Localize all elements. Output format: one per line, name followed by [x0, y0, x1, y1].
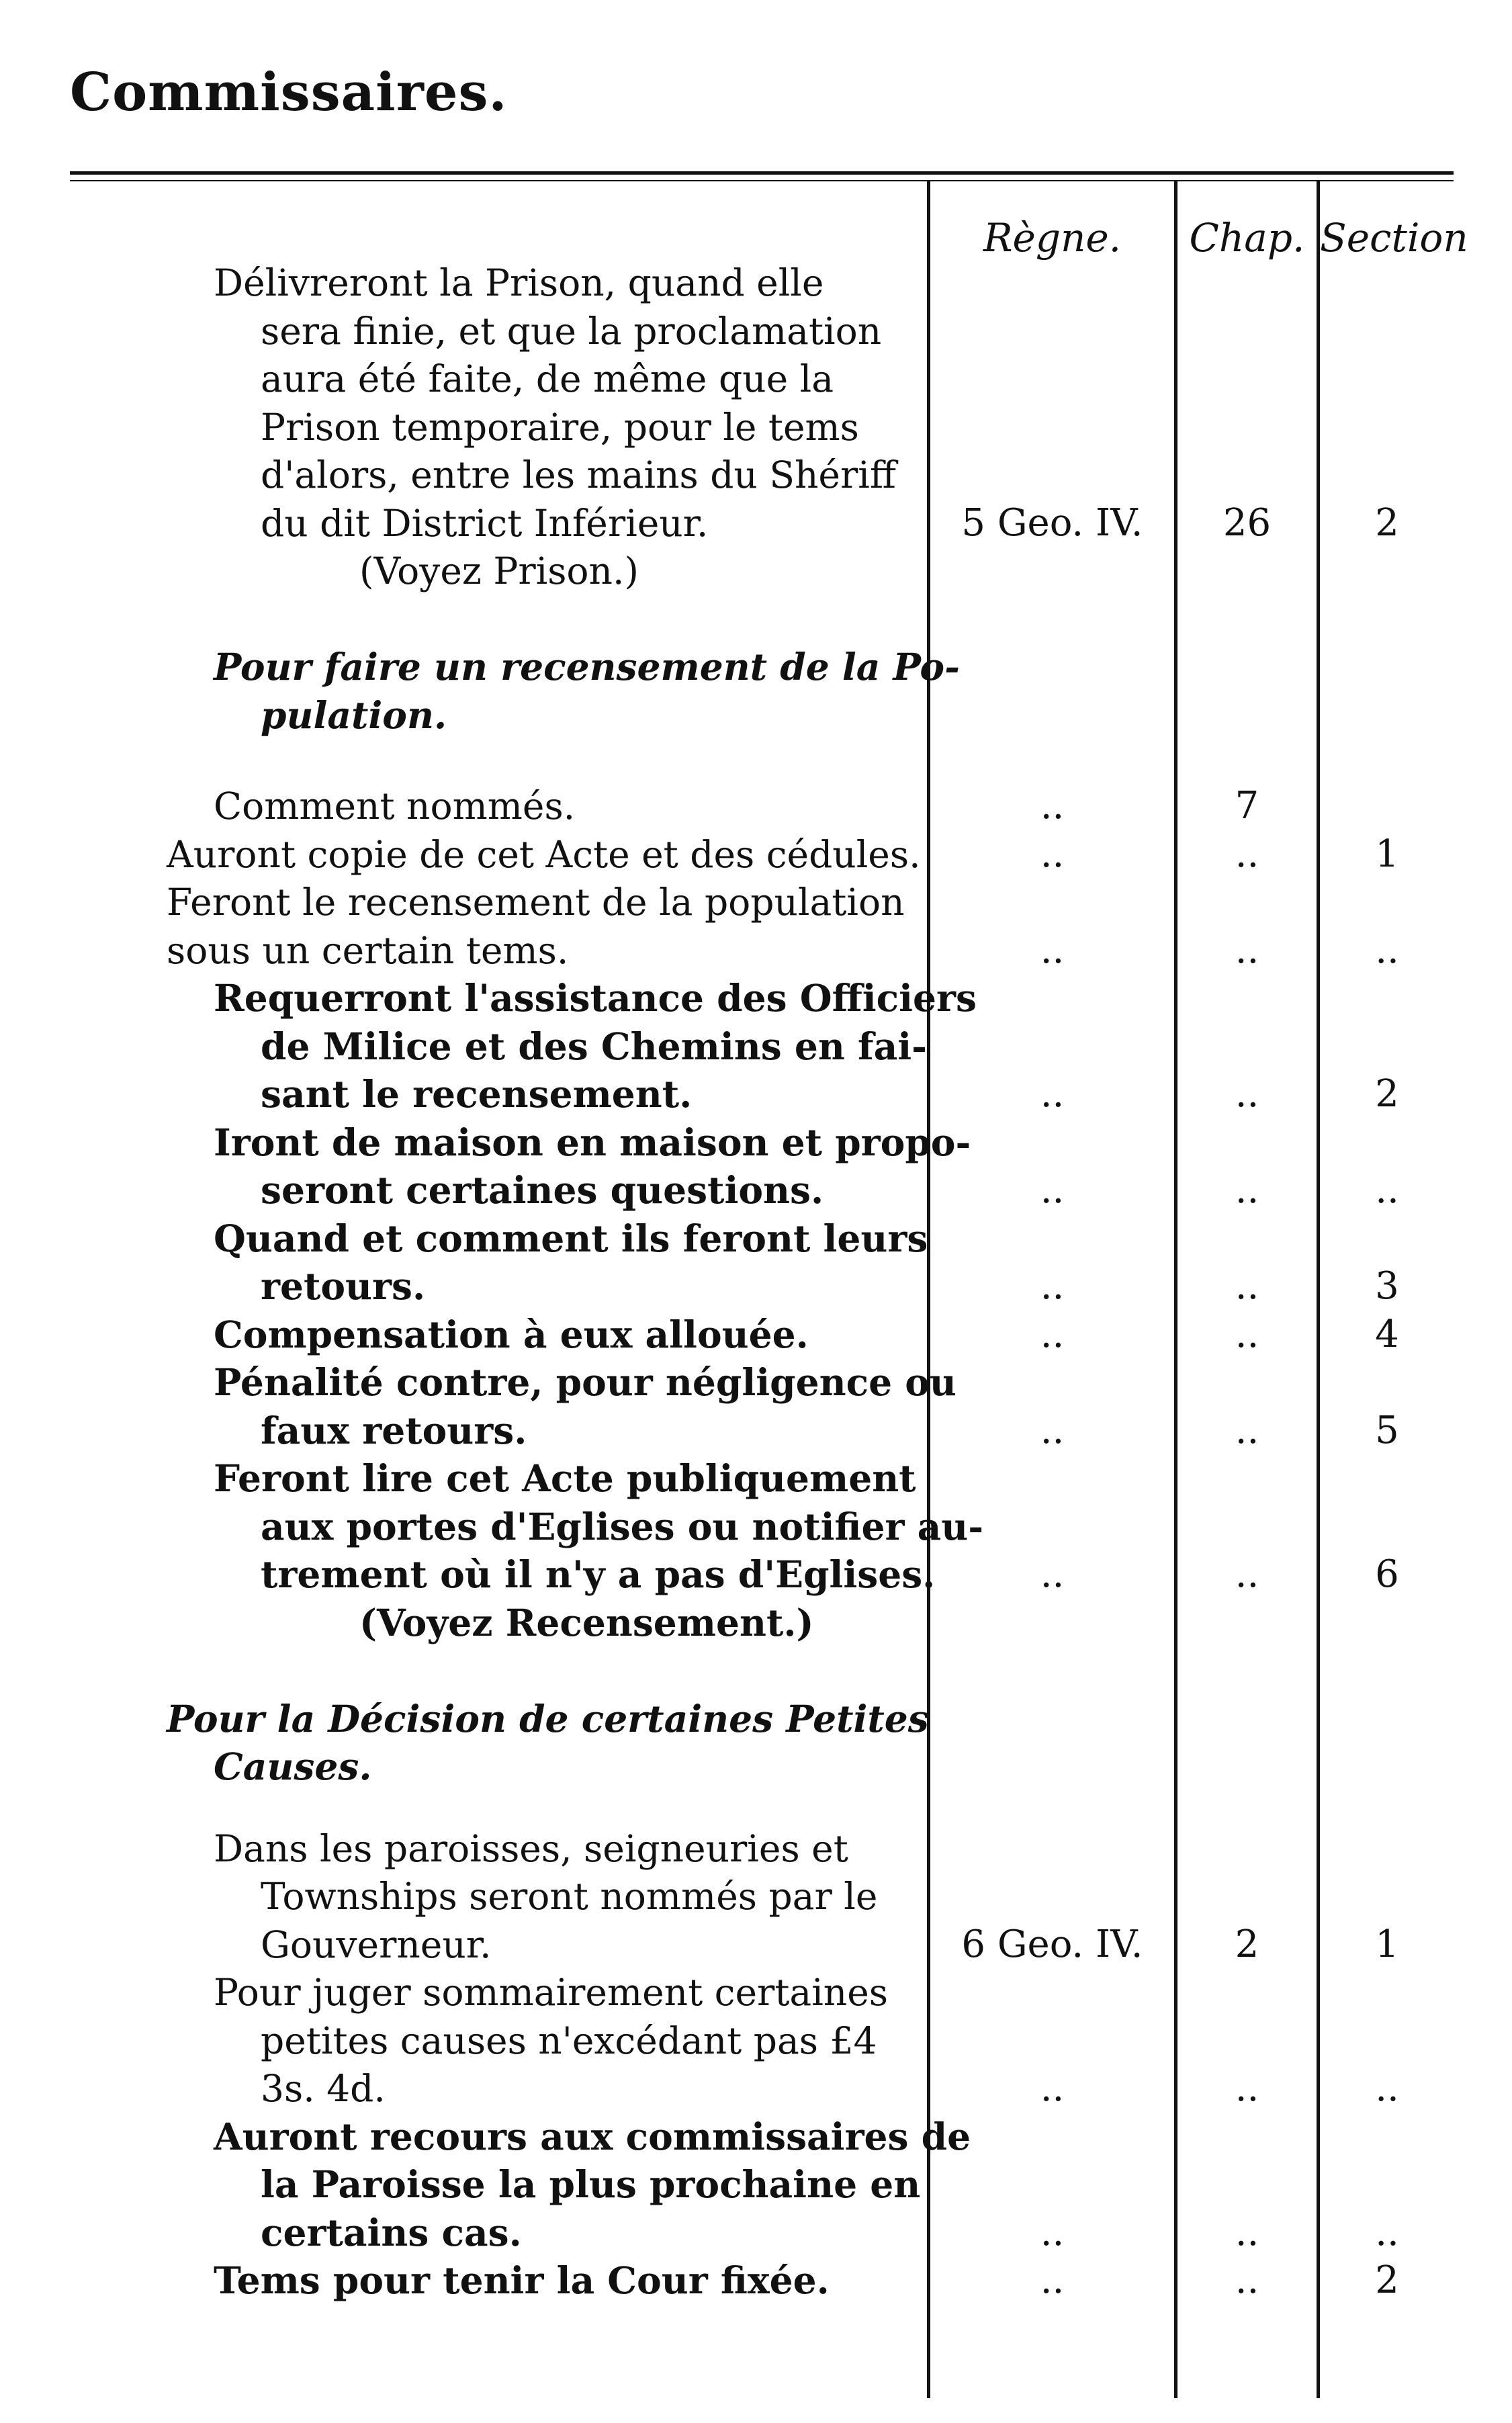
regne-cell: 6 Geo. IV. — [961, 1922, 1143, 1966]
entry-line: faux retours. — [261, 1408, 527, 1452]
section-cell: 4 — [1375, 1312, 1399, 1356]
section-cell: 1 — [1375, 1922, 1399, 1966]
page-title: Commissaires. — [70, 62, 508, 123]
entry-line: Auront copie de cet Acte et des cédules. — [167, 832, 921, 876]
entry-line: Tems pour tenir la Cour fixée. — [214, 2258, 830, 2303]
entry-line: Requerront l'assistance des Officiers — [214, 976, 977, 1020]
chap-cell: .. — [1235, 1168, 1259, 1213]
section-cell: 2 — [1375, 1072, 1399, 1116]
entry-line: seront certaines questions. — [261, 1168, 824, 1213]
section-cell: .. — [1375, 928, 1399, 972]
chap-cell: 26 — [1222, 500, 1272, 545]
chap-cell: .. — [1235, 1072, 1259, 1116]
entry-line: Townships seront nommés par le — [261, 1875, 878, 1919]
entry-line: trement où il n'y a pas d'Eglises. — [261, 1552, 936, 1597]
section-cell: 5 — [1375, 1408, 1399, 1452]
entry-line: Iront de maison en maison et propo- — [214, 1120, 971, 1164]
chap-cell: .. — [1235, 1552, 1259, 1597]
column-header-chap: Chap. — [1189, 215, 1305, 261]
entry-line: Pour faire un recensement de la Po- — [214, 645, 960, 689]
entry-line: de Milice et des Chemins en fai- — [261, 1024, 927, 1068]
entry-line: Compensation à eux allouée. — [214, 1312, 809, 1356]
regne-cell: .. — [1040, 928, 1065, 972]
entry-line: Pour la Décision de certaines Petites — [167, 1696, 929, 1741]
section-cell: 3 — [1375, 1264, 1399, 1309]
chap-cell: .. — [1235, 832, 1259, 876]
regne-cell: .. — [1040, 1408, 1065, 1452]
regne-cell: .. — [1040, 2258, 1065, 2303]
entry-line: Feront le recensement de la population — [167, 881, 905, 924]
section-cell: 2 — [1375, 500, 1399, 545]
entry-line: sous un certain tems. — [167, 928, 569, 972]
top-rule — [70, 171, 1454, 175]
entry-line: (Voyez Recensement.) — [359, 1600, 814, 1644]
chap-cell: .. — [1235, 1312, 1259, 1356]
entry-line: certains cas. — [261, 2210, 522, 2254]
regne-cell: 5 Geo. IV. — [961, 500, 1143, 545]
entry-line: Délivreront la Prison, quand elle — [214, 261, 824, 304]
chap-cell: .. — [1235, 2258, 1259, 2303]
entry-line: sant le recensement. — [261, 1072, 693, 1116]
entry-line: petites causes n'excédant pas £4 — [261, 2019, 877, 2062]
entry-line: Pénalité contre, pour négligence ou — [214, 1360, 957, 1405]
regne-cell: .. — [1040, 1552, 1065, 1597]
section-cell: .. — [1375, 2210, 1399, 2254]
top-rule-thin — [70, 180, 1454, 181]
entry-line: Auront recours aux commissaires de — [214, 2114, 971, 2158]
chap-cell: .. — [1235, 928, 1259, 972]
entry-line: Pour juger sommairement certaines — [214, 1971, 888, 2015]
entry-line: la Paroisse la plus prochaine en — [261, 2162, 921, 2207]
section-cell: .. — [1375, 1168, 1399, 1213]
regne-cell: .. — [1040, 832, 1065, 876]
regne-cell: .. — [1040, 1264, 1065, 1309]
regne-cell: .. — [1040, 2210, 1065, 2254]
section-cell: 1 — [1375, 832, 1399, 876]
column-header-section: Section — [1320, 215, 1468, 261]
chap-cell: 2 — [1235, 1922, 1259, 1966]
entry-line: Prison temporaire, pour le tems — [261, 405, 859, 449]
entry-line: Comment nommés. — [214, 785, 576, 828]
entry-line: pulation. — [261, 693, 447, 737]
entry-line: du dit District Inférieur. — [261, 501, 709, 545]
entry-line: aura été faite, de même que la — [261, 357, 834, 400]
entry-line: Feront lire cet Acte publiquement — [214, 1456, 916, 1501]
chap-cell: .. — [1235, 1264, 1259, 1309]
entry-line: retours. — [261, 1264, 426, 1309]
chap-cell: .. — [1235, 2066, 1259, 2111]
entry-line: Dans les paroisses, seigneuries et — [214, 1826, 848, 1870]
entry-line: 3s. 4d. — [261, 2067, 386, 2111]
chap-cell: .. — [1235, 2210, 1259, 2254]
regne-cell: .. — [1040, 2066, 1065, 2111]
entry-line: d'alors, entre les mains du Shériff — [261, 453, 896, 496]
entry-line: Gouverneur. — [261, 1923, 492, 1966]
column-header-regne: Règne. — [983, 215, 1122, 261]
chap-cell: 7 — [1235, 784, 1259, 828]
entry-line: aux portes d'Eglises ou notifier au- — [261, 1504, 984, 1548]
section-cell: .. — [1375, 2066, 1399, 2111]
section-cell: 2 — [1375, 2258, 1399, 2303]
entry-line: Quand et comment ils feront leurs — [214, 1216, 928, 1260]
regne-cell: .. — [1040, 784, 1065, 828]
entry-line: Causes. — [214, 1745, 372, 1789]
entry-line: (Voyez Prison.) — [359, 549, 639, 592]
chap-cell: .. — [1235, 1408, 1259, 1452]
entry-line: sera finie, et que la proclamation — [261, 309, 882, 353]
regne-cell: .. — [1040, 1168, 1065, 1213]
section-cell: 6 — [1375, 1552, 1399, 1597]
regne-cell: .. — [1040, 1312, 1065, 1356]
regne-cell: .. — [1040, 1072, 1065, 1116]
